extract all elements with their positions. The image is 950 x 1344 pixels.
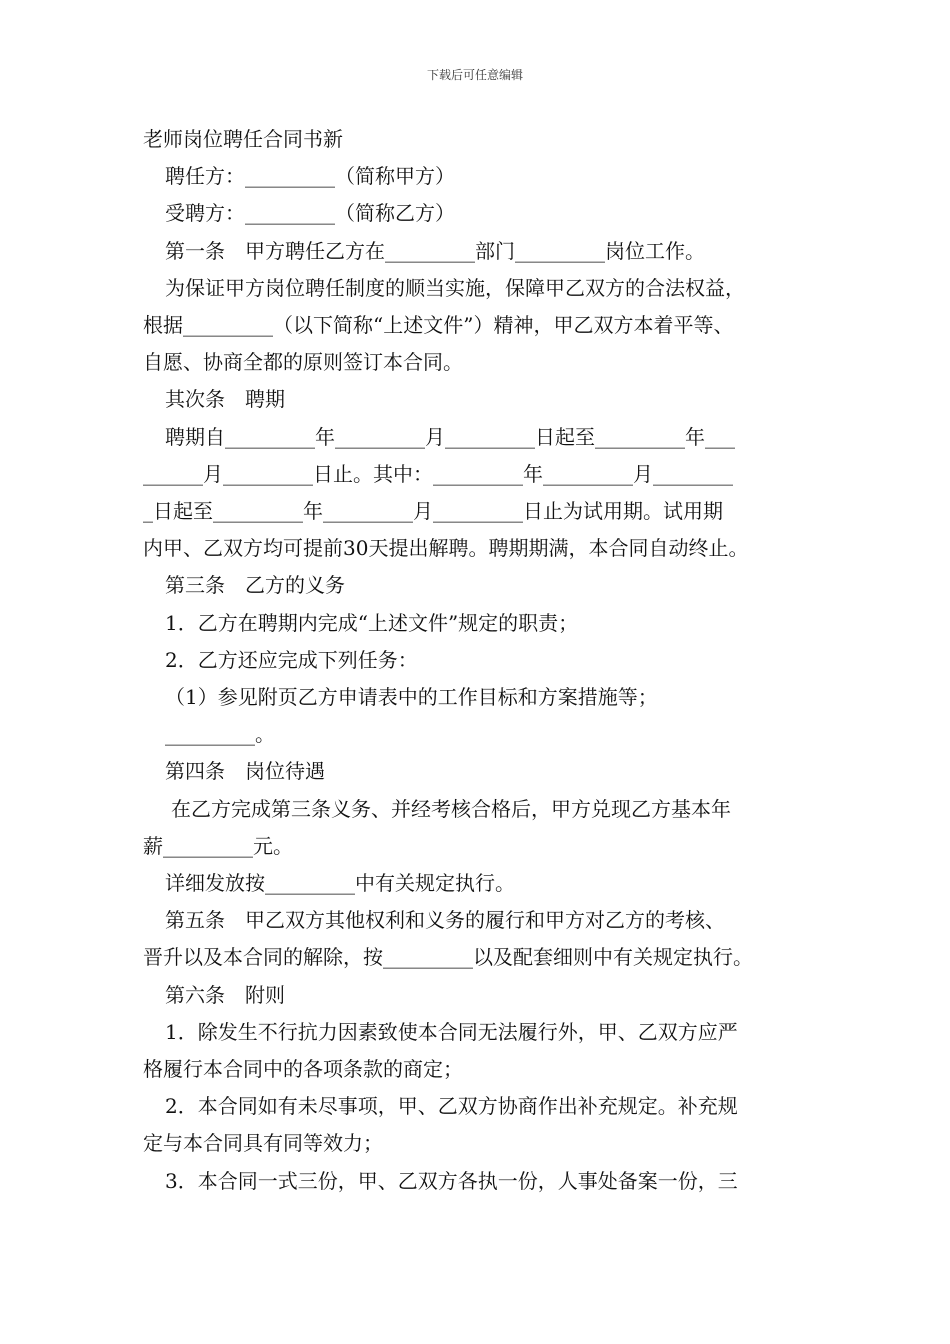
paragraph-line: 晋升以及本合同的解除，按_________以及配套细则中有关规定执行。 (143, 945, 753, 970)
blank-line: _________。 (165, 722, 275, 747)
list-item: 2．本合同如有未尽事项，甲、乙双方协商作出补充规定。补充规 (165, 1094, 738, 1119)
article-2-heading: 其次条 聘期 (165, 387, 285, 412)
paragraph-line: 格履行本合同中的各项条款的商定； (143, 1057, 463, 1082)
page-header-note: 下载后可任意编辑 (426, 68, 523, 82)
paragraph-line: ______月_________日止。其中：_________年_________月________ (143, 461, 733, 486)
paragraph-line: 详细发放按_________中有关规定执行。 (165, 871, 515, 896)
paragraph-line: 根据_________（以下简称“上述文件”）精神，甲乙双方本着平等、 (143, 313, 734, 338)
paragraph-line: 自愿、协商全都的原则签订本合同。 (143, 350, 463, 375)
article-3-heading: 第三条 乙方的义务 (165, 573, 345, 598)
list-item: （1）参见附页乙方申请表中的工作目标和方案措施等； (165, 685, 658, 710)
list-item: 3．本合同一式三份，甲、乙双方各执一份，人事处备案一份，三 (165, 1168, 738, 1193)
paragraph-line: 为保证甲方岗位聘任制度的顺当实施，保障甲乙双方的合法权益， (165, 275, 745, 300)
paragraph-line: 在乙方完成第三条义务、并经考核合格后，甲方兑现乙方基本年 (171, 796, 731, 821)
list-item: 2．乙方还应完成下列任务： (165, 647, 418, 672)
paragraph-line: 聘期自_________年_________月_________日起至_________年___ (165, 424, 735, 449)
article-1-line: 第一条 甲方聘任乙方在_________部门_________岗位工作。 (165, 238, 705, 263)
list-item: 1．除发生不行抗力因素致使本合同无法履行外，甲、乙双方应严 (165, 1019, 738, 1044)
party-a-line: 聘任方：_________（简称甲方） (165, 164, 455, 189)
article-5-line: 第五条 甲乙双方其他权利和义务的履行和甲方对乙方的考核、 (165, 908, 725, 933)
list-item: 1．乙方在聘期内完成“上述文件”规定的职责； (165, 610, 579, 635)
paragraph-line: 定与本合同具有同等效力； (143, 1131, 383, 1156)
article-6-heading: 第六条 附则 (165, 982, 285, 1007)
paragraph-line: 薪_________元。 (143, 833, 293, 858)
party-b-line: 受聘方：_________（简称乙方） (165, 201, 455, 226)
paragraph-line: _日起至_________年_________月_________日止为试用期。试用期 (143, 499, 723, 524)
document-title: 老师岗位聘任合同书新 (143, 127, 343, 151)
article-4-heading: 第四条 岗位待遇 (165, 759, 325, 784)
document-body (143, 121, 823, 1200)
paragraph-line: 内甲、乙双方均可提前30天提出解聘。聘期期满，本合同自动终止。 (143, 536, 749, 561)
